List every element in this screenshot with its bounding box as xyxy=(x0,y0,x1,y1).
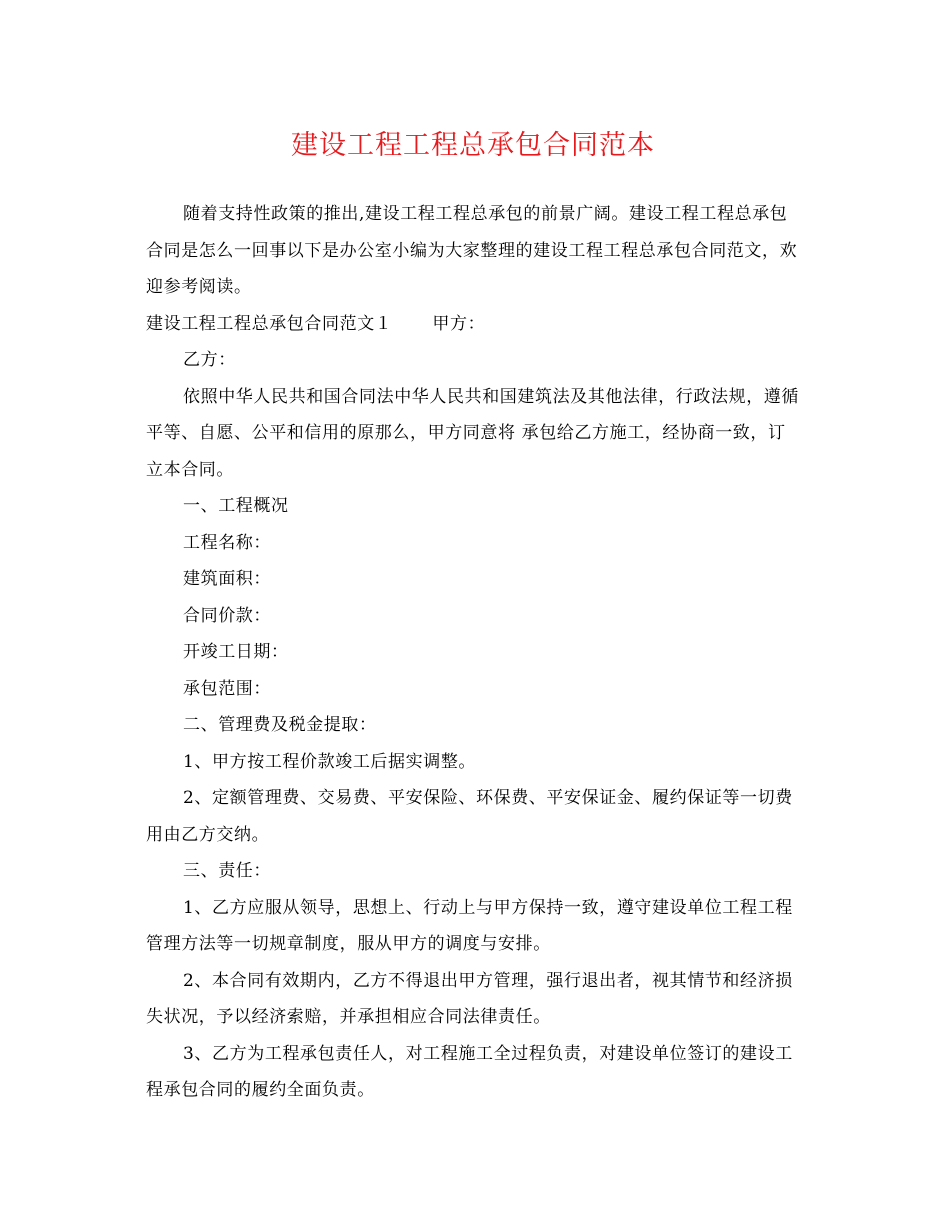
project-name-field: 工程名称： xyxy=(183,532,271,553)
section-heading-project-overview: 一、工程概况 xyxy=(183,496,289,516)
clause-paragraph: 2、本合同有效期内，乙方不得退出甲方管理，强行退出者，视其情节和经济损失状况，予以经济索赔，并承担相应合同法律责任。 xyxy=(146,970,793,1027)
party-a-label: 甲方： xyxy=(432,313,486,334)
section-heading-management-fees: 二、管理费及税金提取： xyxy=(183,715,377,735)
clause-paragraph: 1、甲方按工程价款竣工后据实调整。 xyxy=(183,751,477,772)
clause-paragraph: 1、乙方应服从领导，思想上、行动上与甲方保持一致，遵守建设单位工程工程管理方法等一切规章制度，服从甲方的调度与安排。 xyxy=(146,897,793,954)
contract-heading-line xyxy=(146,306,800,343)
contract-price-field: 合同价款： xyxy=(183,605,271,626)
building-area-field: 建筑面积： xyxy=(183,569,271,589)
clause-paragraph: 3、乙方为工程承包责任人，对工程施工全过程负责，对建设单位签订的建设工程承包合同的履约全面负责。 xyxy=(146,1043,793,1100)
clause-paragraph: 2、定额管理费、交易费、平安保险、环保费、平安保证金、履约保证等一切费用由乙方交纳。 xyxy=(146,788,793,845)
intro-paragraph: 随着支持性政策的推出,建设工程工程总承包的前景广阔。建设工程工程总承包合同是怎么一回事以下是办公室小编为大家整理的建设工程工程总承包合同范文，欢迎参考阅读。 xyxy=(146,204,798,297)
contract-heading: 建设工程工程总承包合同范文１ xyxy=(146,313,393,334)
document-title: 建设工程工程总承包合同范本 xyxy=(291,130,655,161)
party-b-label: 乙方： xyxy=(183,350,236,370)
start-completion-date-field: 开竣工日期： xyxy=(183,642,289,662)
contract-scope-field: 承包范围： xyxy=(183,678,271,699)
preamble-paragraph: 依照中华人民共和国合同法中华人民共和国建筑法及其他法律，行政法规，遵循平等、自愿、公平和信用的原那么，甲方同意将 承包给乙方施工，经协商一致，订立本合同。 xyxy=(146,386,799,480)
section-heading-responsibilities: 三、责任： xyxy=(183,861,271,881)
